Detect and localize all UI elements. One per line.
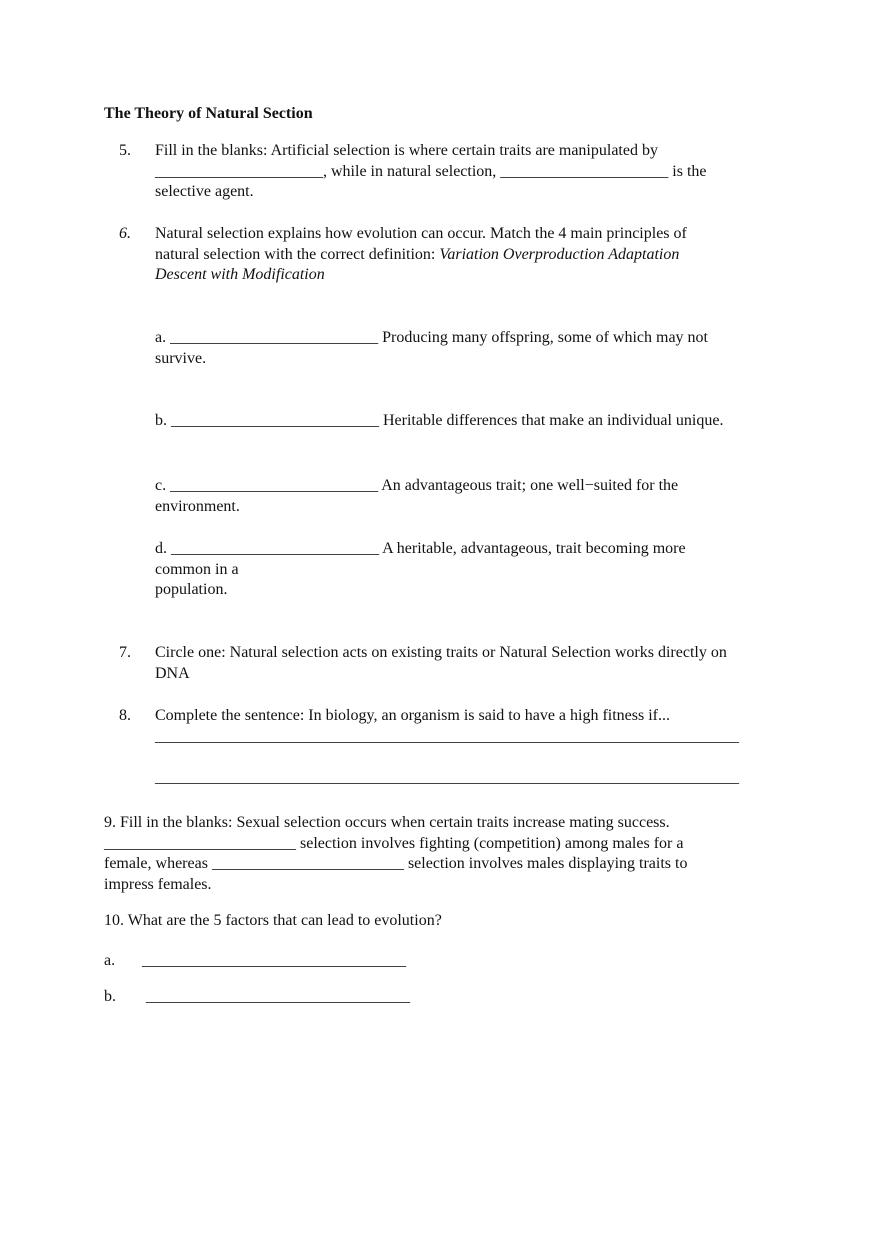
q6-line3: Descent with Modification [155, 266, 325, 283]
q10-a-letter: a. [104, 952, 116, 969]
q9-text: 9. Fill in the blanks: Sexual selection occurs when certain traits increase mating success. ________________________ selection involves fighting (competition) among males for a female, whereas ________________________ selection involves males displaying traits to impress females. [104, 814, 688, 893]
q5-number: 5. [119, 142, 131, 159]
q8-answer-line1[interactable]: _________________________________________________________________________ [155, 727, 739, 745]
q6-item-b: b. __________________________ Heritable differences that make an individual unique. [155, 412, 724, 429]
q6-line2: natural selection with the correct definition: Variation Overproduction Adaptation [155, 245, 680, 263]
q8-number: 8. [119, 707, 131, 724]
section-title: The Theory of Natural Section [104, 105, 313, 122]
q6-item-d: d. __________________________ A heritable, advantageous, trait becoming more common in a population. [155, 540, 686, 598]
q6-line1: Natural selection explains how evolution can occur. Match the 4 main principles of [155, 225, 687, 242]
q5-line3: selective agent. [155, 183, 254, 200]
q5-line2: _____________________, while in natural selection, _____________________ is the [155, 162, 707, 180]
q6-item-a: a. __________________________ Producing many offspring, some of which may not survive. [155, 329, 708, 367]
q8-text: Complete the sentence: In biology, an organism is said to have a high fitness if... _________________________________________________________________________ [155, 706, 795, 747]
q7-number: 7. [119, 644, 131, 661]
q10-text: 10. What are the 5 factors that can lead to evolution? [104, 912, 442, 929]
q10-b-answer[interactable]: _________________________________ [146, 988, 410, 1005]
q7-text: Circle one: Natural selection acts on existing traits or Natural Selection works directly on DNA [155, 644, 727, 682]
q5-text [155, 141, 795, 203]
q10-b-letter: b. [104, 988, 116, 1005]
q6-number: 6. [119, 225, 131, 242]
q5-line1: Fill in the blanks: Artificial selection is where certain traits are manipulated by [155, 142, 658, 159]
q8-answer-line2[interactable]: _________________________________________________________________________ [155, 769, 739, 786]
q6-item-c: c. __________________________ An advantageous trait; one well−suited for the environment. [155, 477, 679, 515]
q10-a-answer[interactable]: _________________________________ [142, 952, 406, 969]
q6-text [155, 224, 795, 286]
